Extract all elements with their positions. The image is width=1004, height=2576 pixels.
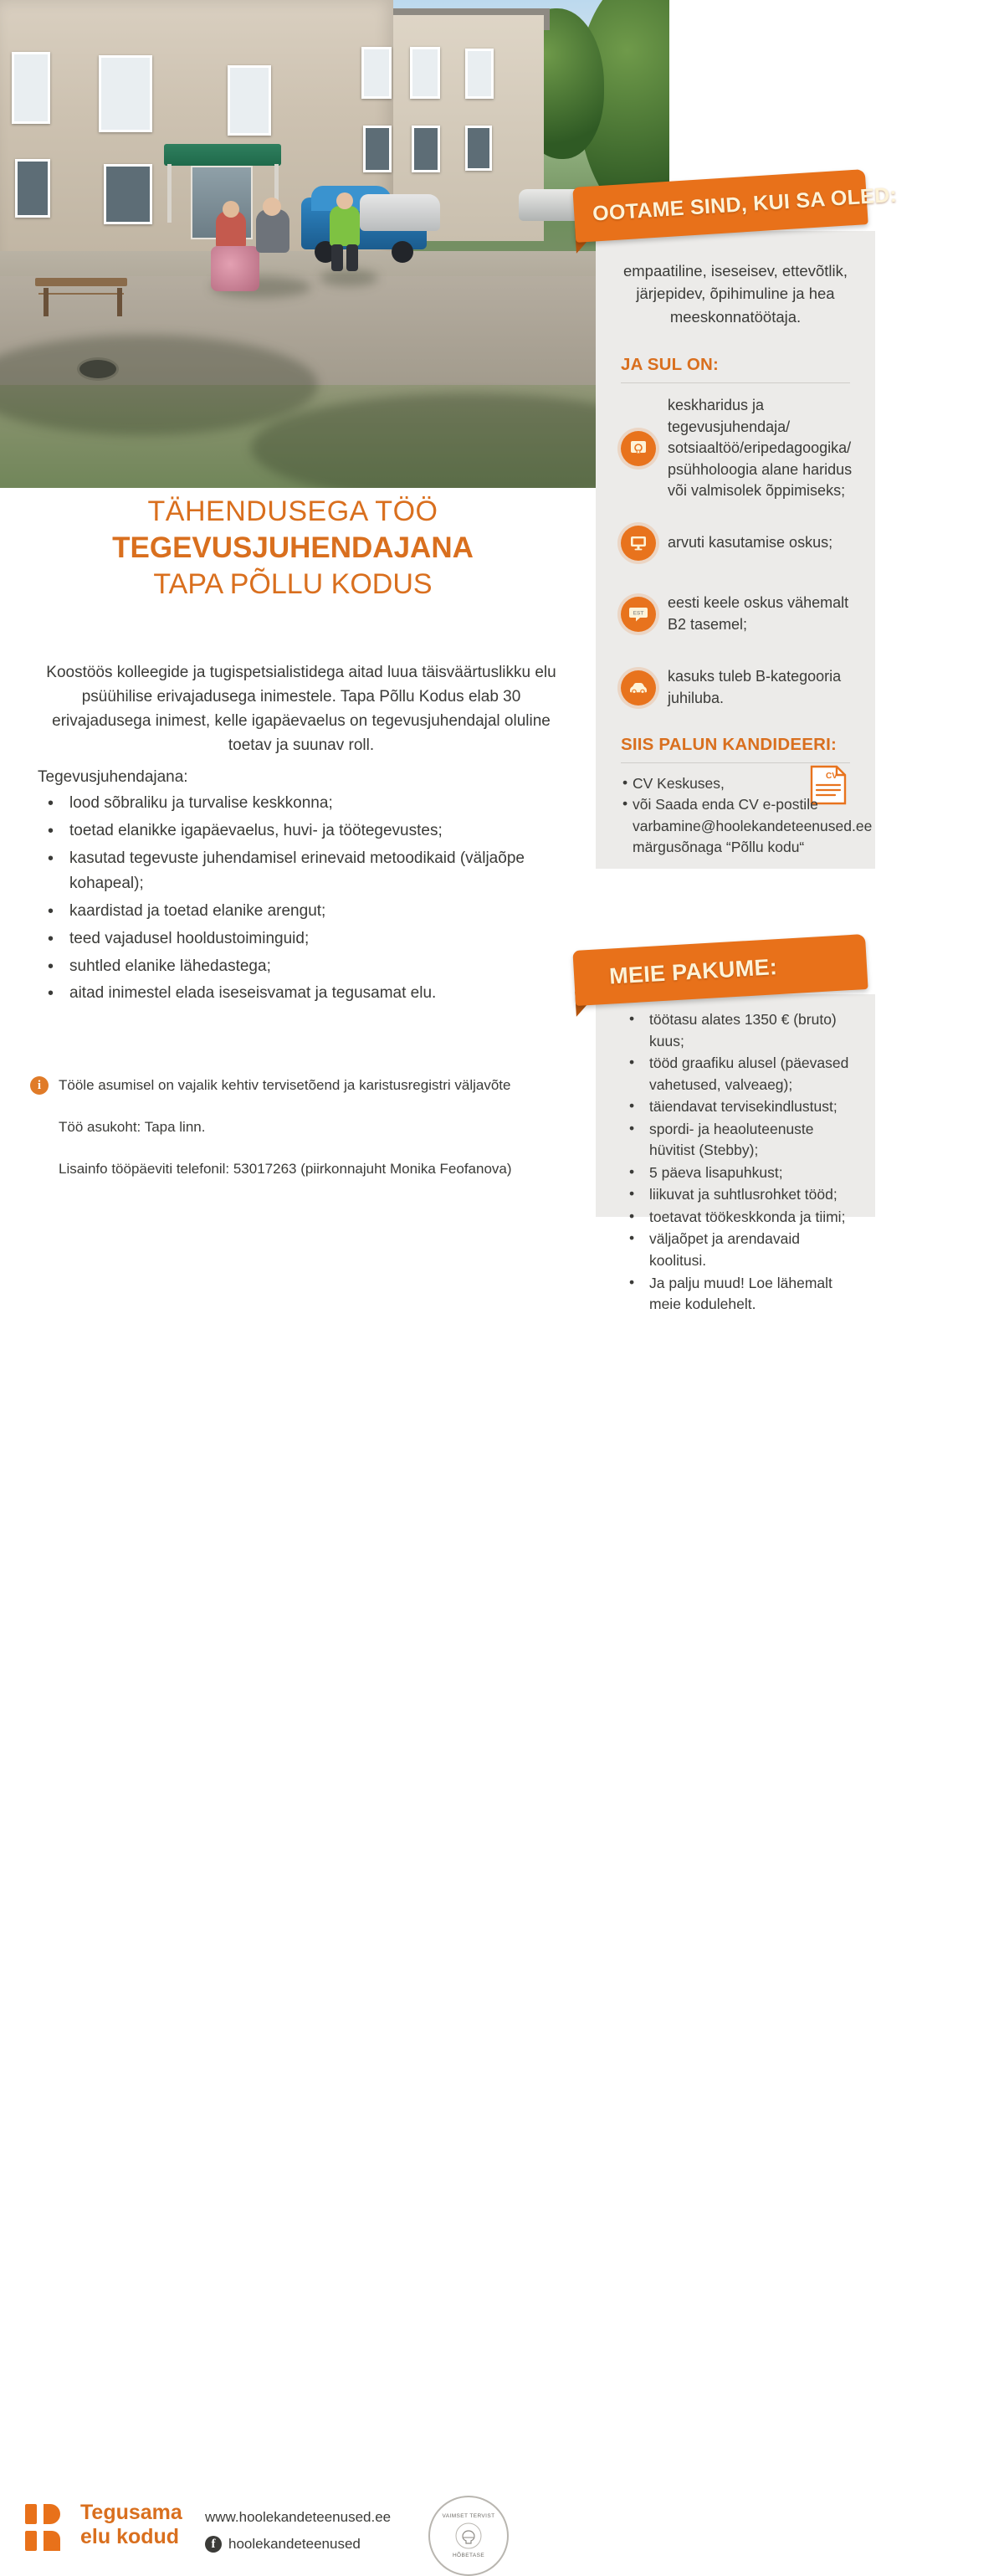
- contact-text: Lisainfo tööpäeviti telefonil: 53017263 (piirkonnajuht Monika Feofanova): [59, 1160, 512, 1177]
- requirement-row: [612, 526, 858, 561]
- seal-graphic: [452, 2519, 485, 2553]
- window-shape: [465, 49, 494, 99]
- seal-top-label: VAIMSET TERVIST: [442, 2513, 495, 2519]
- expectations-panel: [596, 231, 875, 869]
- shadow-shape: [320, 269, 378, 286]
- offer-panel: [596, 994, 875, 1313]
- window-shape: [361, 47, 392, 99]
- list-item: • suhtled elanike lähedastega;: [38, 954, 581, 980]
- window-shape: [410, 47, 440, 99]
- brand-line-1: Tegusama: [80, 2501, 182, 2524]
- person-shape: [336, 192, 353, 209]
- list-item: • väljaõpet ja arendavaid koolitusi.: [617, 1229, 858, 1271]
- list-item: • kasutad tegevuste juhendamisel erinevaid metoodikaid (väljaõpe kohapeal);: [38, 846, 581, 898]
- window-shape: [104, 164, 152, 224]
- contact-row: [25, 1159, 577, 1179]
- requirement-text: arvuti kasutamise oskus;: [668, 534, 833, 552]
- est-badge-label: EST: [633, 610, 644, 617]
- window-shape: [363, 126, 392, 172]
- bench-leg: [44, 288, 49, 316]
- person-shape: [223, 201, 239, 218]
- website-url[interactable]: www.hoolekandeteenused.ee: [205, 2509, 392, 2525]
- info-icon: i: [30, 1076, 49, 1095]
- car-shape: [360, 194, 440, 231]
- intro-paragraph: Koostöös kolleegide ja tugispetsialistidega aitad luua täisväärtuslikku elu psüühilise erivajadusega inimestele. Tapa Põllu Kodus elab 30 erivajadusega inimest, kelle igapäevaelus on tegevusjuhendajal oluline toetav ja suunav roll.: [46, 664, 556, 754]
- window-shape: [12, 52, 50, 124]
- seal-bottom-label: HÕBETASE: [452, 2553, 485, 2558]
- list-item: • CV Keskuses,: [622, 773, 858, 794]
- mental-health-seal-icon: [428, 2496, 509, 2576]
- page-title: [0, 494, 586, 603]
- person-shape: [331, 244, 343, 271]
- canopy-post: [167, 164, 172, 223]
- notes-block: [25, 1075, 577, 1200]
- window-shape: [228, 65, 271, 136]
- list-item: • toetad elanikke igapäevaelus, huvi- ja töötegevustes;: [38, 818, 581, 844]
- list-item: • aitad inimestel elada iseseisvamat ja tegusamat elu.: [38, 981, 581, 1007]
- brand-line-2: elu kodud: [80, 2524, 180, 2548]
- requirement-row: [612, 593, 858, 635]
- list-item: • tööd graafiku alusel (päevased vahetused, valveaeg);: [617, 1053, 858, 1096]
- expectations-lead: empaatiline, iseseisev, ettevõtlik, järjepidev, õpihimuline ja hea meeskonnatöötaja.: [622, 262, 848, 326]
- bench-shape: [35, 278, 127, 286]
- care-home-exterior-photo: [0, 0, 669, 488]
- apply-keyword: märgusõnaga “Põllu kodu“: [633, 839, 805, 856]
- apply-heading: SIIS PALUN KANDIDEERI:: [621, 735, 838, 754]
- person-shape: [346, 244, 358, 271]
- monitor-icon: [621, 526, 656, 561]
- requirement-text: eesti keele oskus vähemalt B2 tasemel;: [668, 594, 849, 633]
- tegusama-logo-icon: [25, 2504, 74, 2551]
- health-note-text: Tööle asumisel on vajalik kehtiv tervisetõend ja karistusregistri väljavõte: [59, 1077, 511, 1093]
- apply-email[interactable]: varbamine@hoolekandeteenused.ee: [633, 817, 873, 834]
- window-shape: [465, 126, 492, 171]
- facebook-handle: hoolekandeteenused: [228, 2536, 361, 2552]
- entrance-canopy: [164, 144, 281, 166]
- list-item: • töötasu alates 1350 € (bruto) kuus;: [617, 1009, 858, 1052]
- person-shape: [330, 206, 360, 246]
- list-item: • või Saada enda CV e-postile: [622, 794, 858, 815]
- expectations-ribbon-label: OOTAME SIND, KUI SA OLED:: [592, 182, 898, 226]
- requirement-row: [612, 395, 858, 502]
- requirement-text: kasuks tuleb B-kategooria juhiluba.: [668, 668, 842, 706]
- duties-list: [38, 791, 581, 1008]
- window-shape: [15, 159, 50, 218]
- diploma-icon: [621, 431, 656, 466]
- headline-line-2: TEGEVUSJUHENDAJANA: [112, 531, 474, 564]
- location-text: Töö asukoht: Tapa linn.: [59, 1118, 206, 1135]
- list-item: • lood sõbraliku ja turvalise keskkonna;: [38, 791, 581, 817]
- headline-line-3: TAPA PÕLLU KODUS: [153, 567, 433, 600]
- health-note-row: [25, 1075, 577, 1096]
- bench-leg: [117, 288, 122, 316]
- car-icon: [621, 670, 656, 706]
- divider: [621, 382, 850, 383]
- facebook-icon: f: [205, 2536, 222, 2553]
- list-item: • Ja palju muud! Loe lähemalt meie kodulehelt.: [617, 1273, 858, 1316]
- wheelchair-shape: [211, 246, 259, 291]
- requirements-heading: JA SUL ON:: [621, 355, 720, 374]
- offer-ribbon-label: MEIE PAKUME:: [608, 953, 778, 989]
- facebook-row[interactable]: [205, 2536, 361, 2553]
- person-shape: [263, 198, 281, 216]
- window-shape: [99, 55, 152, 132]
- requirement-row: [612, 666, 858, 709]
- location-row: [25, 1117, 577, 1137]
- car-shape: [392, 241, 413, 263]
- duties-lead: Tegevusjuhendajana:: [38, 768, 188, 786]
- list-item: • täiendavat tervisekindlustust;: [617, 1096, 858, 1118]
- list-item: • liikuvat ja suhtlusrohket tööd;: [617, 1184, 858, 1206]
- list-item: • teed vajadusel hooldustoiminguid;: [38, 926, 581, 952]
- cv-badge-label: CV: [826, 772, 838, 781]
- list-item: • toetavat töökeskkonda ja tiimi;: [617, 1207, 858, 1229]
- speech-bubble-est-icon: [621, 597, 656, 632]
- brand-name: [80, 2501, 182, 2548]
- list-item: • kaardistad ja toetad elanike arengut;: [38, 899, 581, 925]
- apply-list: [612, 773, 873, 859]
- list-item: • spordi- ja heaoluteenuste hüvitist (Stebby);: [617, 1119, 858, 1162]
- list-item: • 5 päeva lisapuhkust;: [617, 1162, 858, 1184]
- requirement-text: keskharidus ja tegevusjuhendaja/ sotsiaaltöö/eripedagoogika/ psühholoogia alane haridus või valmisolek õppimiseks;: [668, 397, 853, 500]
- headline-line-1: TÄHENDUSEGA TÖÖ: [147, 495, 438, 527]
- window-shape: [412, 126, 440, 172]
- footer: [0, 1247, 1004, 2558]
